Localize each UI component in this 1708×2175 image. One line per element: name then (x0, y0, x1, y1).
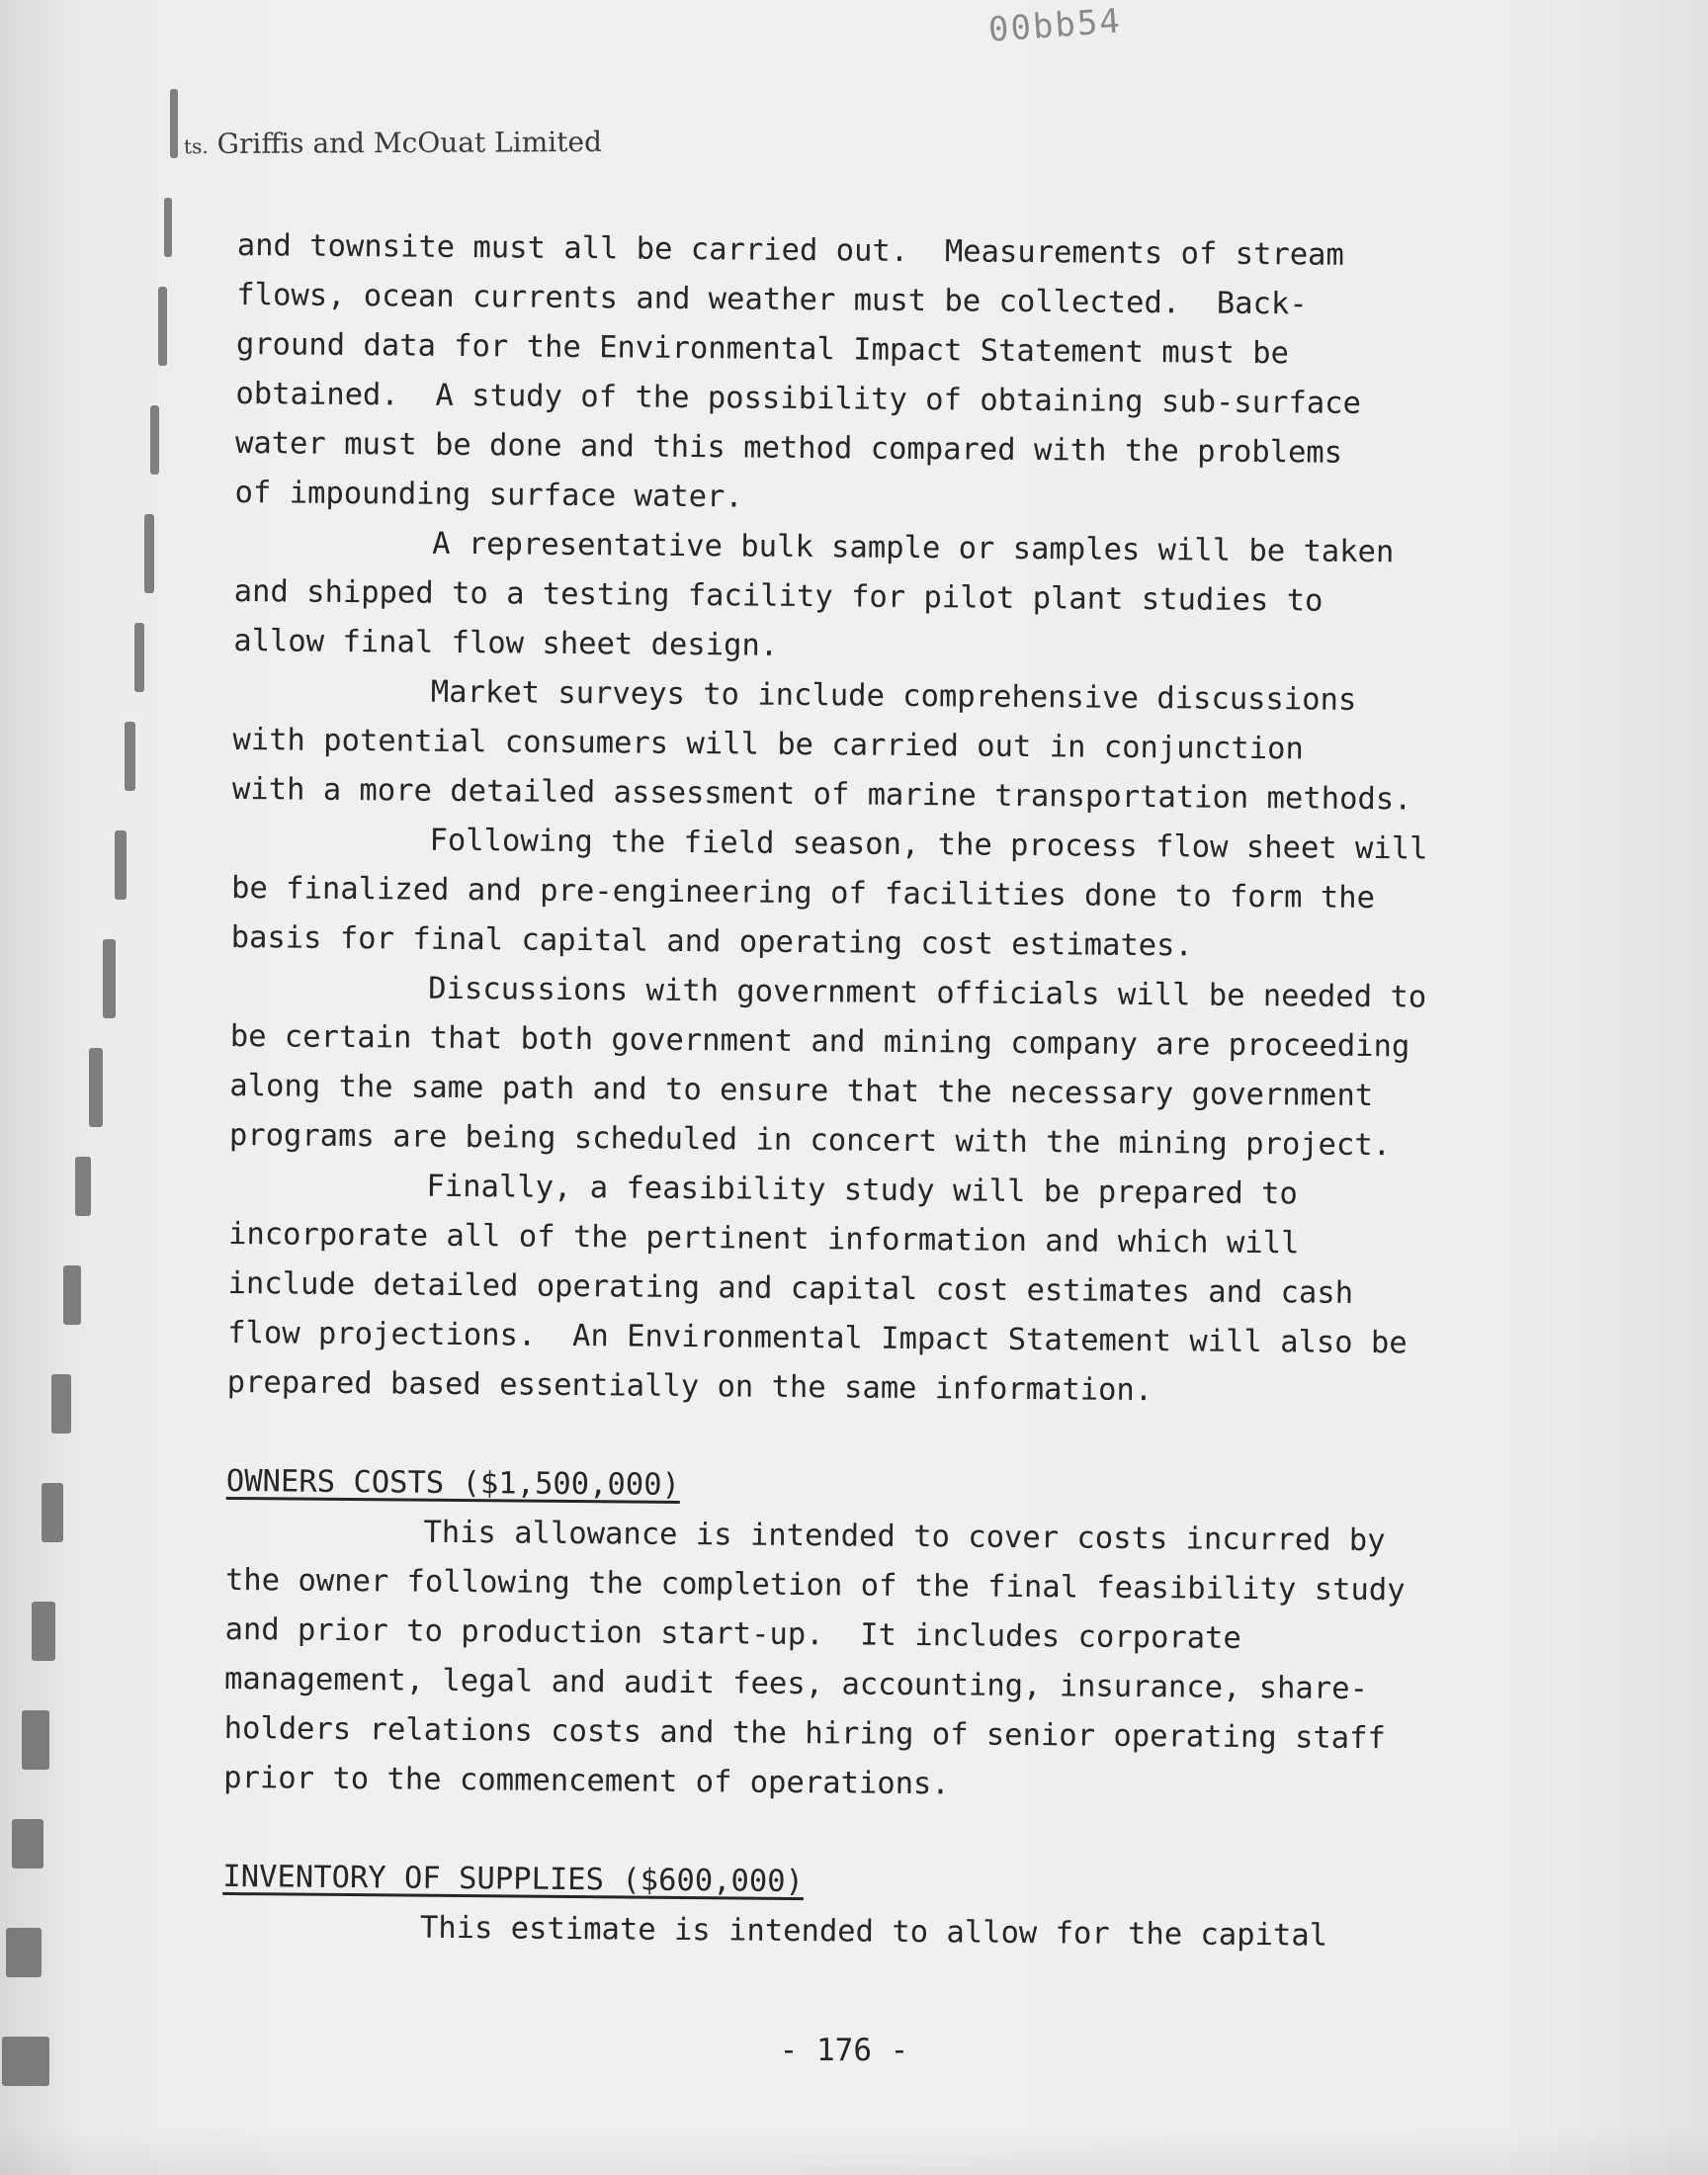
text-line: This estimate is intended to allow for the capital (419, 1910, 1328, 1954)
text-line: Discussions with government officials will be needed to (428, 971, 1427, 1015)
paragraph (227, 1161, 1534, 1420)
binding-holes (0, 0, 198, 2175)
text-line: flows, ocean currents and weather must be collected. Back- (236, 277, 1308, 322)
letterhead-prefix: ts. (183, 133, 209, 159)
letterhead-company: Griffis and McOuat Limited (216, 125, 603, 160)
section-heading: INVENTORY OF SUPPLIES ($600,000) (222, 1859, 805, 1900)
text-line: with potential consumers will be carried out in conjunction (232, 722, 1304, 767)
paragraph (230, 815, 1536, 975)
section-heading: OWNERS COSTS ($1,500,000) (225, 1463, 681, 1503)
text-line: prepared based essentially on the same information. (226, 1364, 1153, 1409)
text-line: include detailed operating and capital cost estimates and cash (227, 1265, 1354, 1311)
text-line: and townsite must all be carried out. Measurements of stream (236, 227, 1345, 273)
text-line: be finalized and pre-engineering of facilities done to form the (230, 870, 1376, 916)
text-line: management, legal and audit fees, accounting, insurance, share- (223, 1661, 1369, 1707)
text-line: along the same path and to ensure that the necessary government (229, 1068, 1374, 1114)
paragraph (232, 666, 1538, 826)
text-line: programs are being scheduled in concert with the mining project. (228, 1117, 1392, 1164)
text-line: and shipped to a testing facility for pilot plant studies to (233, 573, 1324, 619)
section-inventory-of-supplies (222, 1853, 1528, 1963)
text-line: with a more detailed assessment of marine transportation methods. (231, 771, 1412, 818)
text-line: holders relations costs and the hiring of senior operating staff (223, 1710, 1387, 1757)
text-line: the owner following the completion of the final feasibility study (224, 1562, 1406, 1609)
document-number-stamp: 00bb54 (986, 1, 1124, 50)
text-line: flow projections. An Environmental Impact Statement will also be (227, 1315, 1408, 1361)
text-line: allow final flow sheet design. (233, 623, 779, 663)
text-line: be certain that both government and mining company are proceeding (229, 1018, 1410, 1065)
text-line: basis for final capital and operating cost estimates. (230, 919, 1194, 964)
text-line: incorporate all of the pertinent information and which will (227, 1216, 1300, 1262)
page-number: - 176 - (779, 2033, 909, 2068)
body-text (222, 221, 1542, 1962)
paragraph (233, 518, 1539, 678)
text-line: obtained. A study of the possibility of obtaining sub-surface (235, 376, 1362, 421)
paragraph (229, 963, 1536, 1173)
letterhead (184, 126, 602, 160)
text-line: prior to the commencement of operations. (223, 1760, 950, 1802)
page-edge-shadow (0, 2126, 1708, 2175)
text-line: ground data for the Environmental Impact Statement must be (235, 326, 1290, 372)
text-line: and prior to production start-up. It includes corporate (224, 1611, 1241, 1656)
text-line: A representative bulk sample or samples will be taken (432, 526, 1395, 570)
section-owners-costs (223, 1457, 1531, 1815)
paragraph (234, 221, 1542, 530)
text-line: of impounding surface water. (234, 475, 743, 515)
text-line: This allowance is intended to cover costs incurred by (423, 1515, 1386, 1559)
text-line: water must be done and this method compared with the problems (234, 425, 1343, 471)
text-line: Following the field season, the process flow sheet will (429, 823, 1428, 867)
text-line: Market surveys to include comprehensive discussions (430, 674, 1357, 718)
text-line: Finally, a feasibility study will be prepared to (426, 1169, 1299, 1212)
